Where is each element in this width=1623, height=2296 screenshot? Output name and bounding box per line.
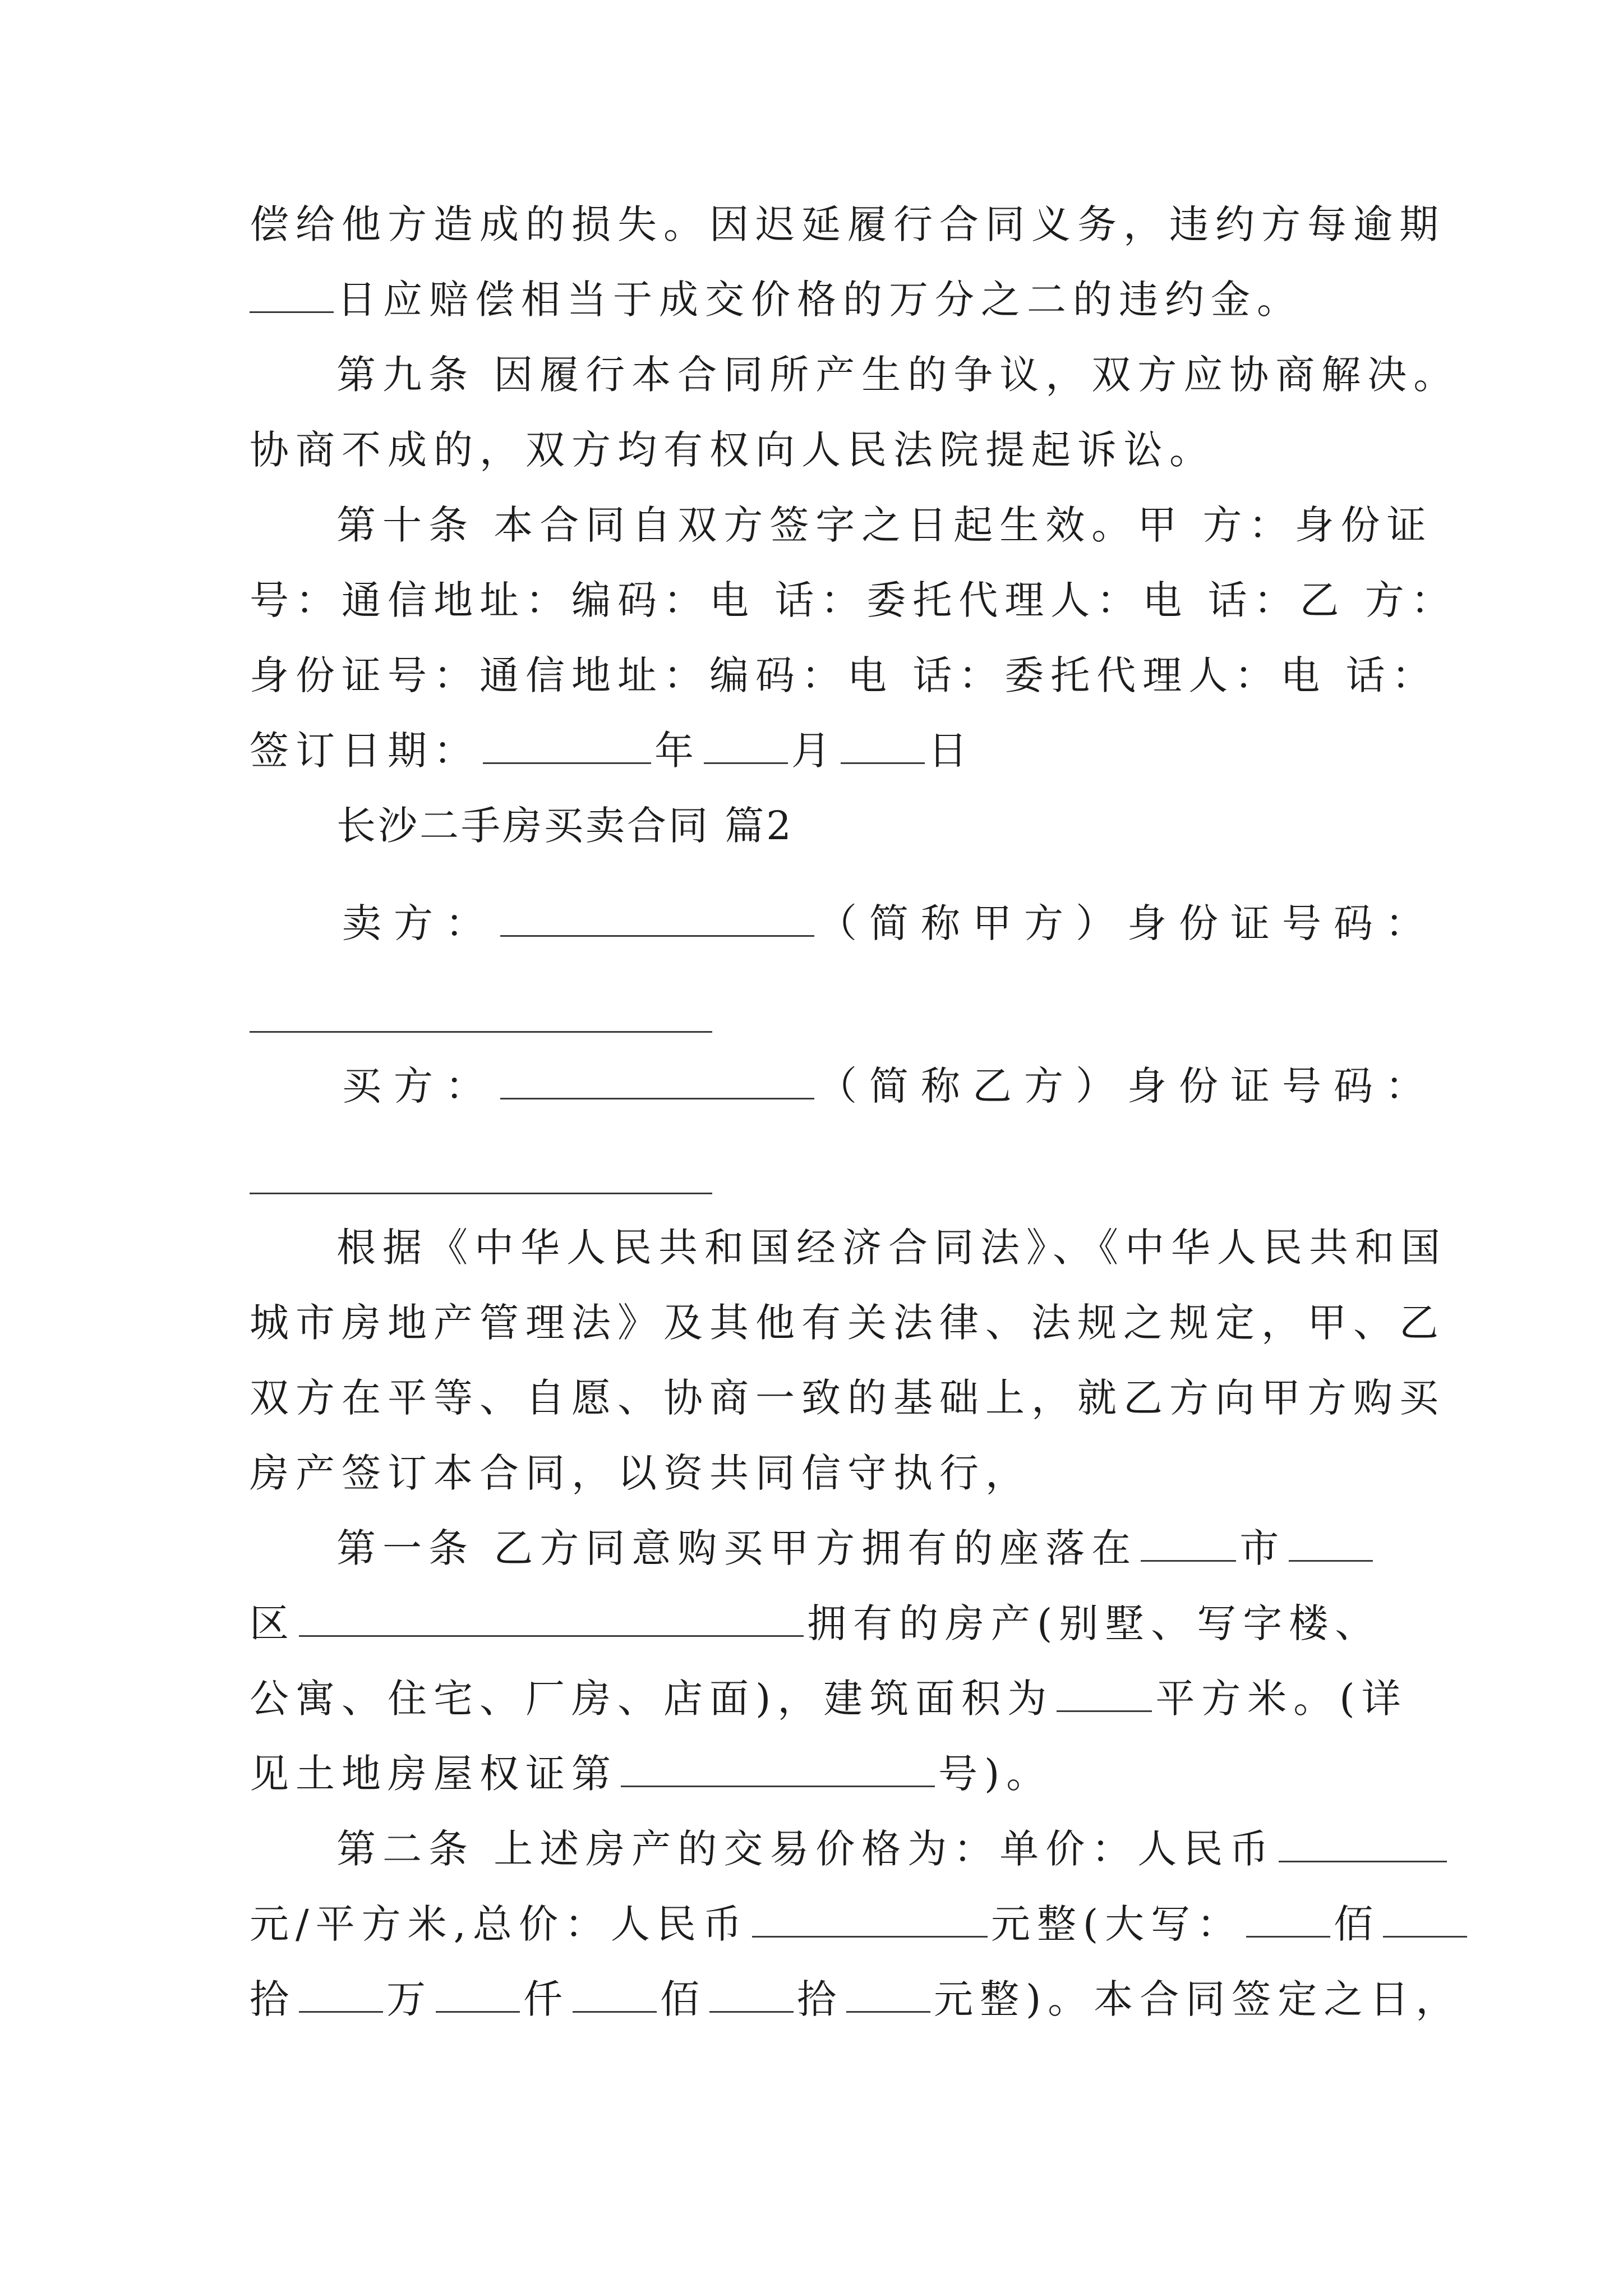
text: 日应赔偿相当于成交价格的万分之二的违约金。 bbox=[337, 277, 1303, 323]
blank-area bbox=[1057, 1678, 1152, 1712]
blank-days bbox=[250, 279, 334, 313]
text: 月 bbox=[791, 728, 837, 774]
text: （简称甲方）身份证号码： bbox=[818, 900, 1437, 946]
blank-shi-2 bbox=[709, 1978, 794, 2013]
paragraph-line bbox=[250, 1296, 1445, 1350]
blank-qian bbox=[436, 1978, 520, 2013]
blank-address bbox=[299, 1603, 804, 1637]
blank-shi-1 bbox=[1383, 1903, 1467, 1938]
seller-label: 卖方： bbox=[342, 900, 497, 946]
paragraph-line bbox=[250, 273, 1388, 326]
text: 号：通信地址：编码：电 话：委托代理人：电 话：乙 方： bbox=[250, 577, 1457, 623]
text: 第十条 本合同自双方签字之日起生效。甲 方：身份证 bbox=[336, 502, 1433, 548]
blank-bai bbox=[1246, 1903, 1330, 1938]
text: 万 bbox=[386, 1976, 432, 2022]
blank-day bbox=[841, 730, 925, 764]
buyer-label: 买方： bbox=[342, 1063, 497, 1109]
text: 城市房地产管理法》及其他有关法律、法规之规定，甲、乙 bbox=[250, 1300, 1445, 1346]
paragraph-line bbox=[250, 423, 1388, 477]
section-title bbox=[336, 799, 1388, 853]
text: 房产签订本合同，以资共同信守执行， bbox=[250, 1450, 1031, 1496]
paragraph-line bbox=[250, 1972, 1462, 2026]
text: 佰 bbox=[1334, 1901, 1380, 1947]
text: 元/平方米,总价：人民币 bbox=[250, 1901, 749, 1947]
paragraph-line bbox=[250, 197, 1445, 251]
text: 偿给他方造成的损失。因迟延履行合同义务，违约方每逾期 bbox=[250, 201, 1445, 247]
text: 元整(大写： bbox=[990, 1901, 1243, 1947]
text: 日 bbox=[928, 728, 974, 774]
text: 市 bbox=[1239, 1525, 1286, 1571]
sign-date-line bbox=[250, 724, 1388, 777]
basis-paragraph bbox=[336, 1221, 1447, 1274]
blank-certificate bbox=[621, 1753, 935, 1787]
blank-total-price bbox=[752, 1903, 988, 1938]
blank-bai-2 bbox=[573, 1978, 657, 2013]
text: 长沙二手房买卖合同 篇2 bbox=[336, 803, 794, 849]
text: 区 bbox=[250, 1600, 296, 1646]
blank-month bbox=[704, 730, 788, 764]
text: 第九条 因履行本合同所产生的争议，双方应协商解决。 bbox=[336, 352, 1460, 398]
blank-seller-name bbox=[500, 903, 814, 937]
text: （简称乙方）身份证号码： bbox=[818, 1063, 1437, 1109]
seller-line bbox=[342, 896, 1437, 950]
text: 年 bbox=[654, 728, 700, 774]
text: 号)。 bbox=[938, 1751, 1053, 1797]
text: 平方米。(详 bbox=[1155, 1676, 1408, 1722]
blank-unit-price bbox=[1279, 1828, 1447, 1862]
article-2 bbox=[336, 1822, 1388, 1876]
blank-city bbox=[1141, 1527, 1236, 1562]
text: 拾 bbox=[250, 1976, 296, 2022]
blank-yuan bbox=[846, 1978, 930, 2013]
paragraph-line bbox=[250, 1672, 1408, 1726]
paragraph-line bbox=[250, 1446, 1388, 1500]
text: 根据《中华人民共和国经济合同法》、《中华人民共和国 bbox=[336, 1225, 1447, 1271]
paragraph-line bbox=[250, 1596, 1388, 1650]
paragraph-line bbox=[250, 648, 1438, 702]
paragraph-line bbox=[250, 1747, 1388, 1801]
text: 身份证号：通信地址：编码：电 话：委托代理人：电 话： bbox=[250, 652, 1438, 698]
text: 仟 bbox=[523, 1976, 569, 2022]
text: 元整)。本合同签定之日， bbox=[934, 1976, 1462, 2022]
paragraph-line bbox=[250, 573, 1457, 627]
article-9 bbox=[336, 348, 1460, 402]
paragraph-line bbox=[250, 1897, 1388, 1951]
buyer-line bbox=[342, 1059, 1437, 1113]
blank-seller-id bbox=[250, 1031, 712, 1033]
text: 公寓、住宅、厂房、店面)，建筑面积为 bbox=[250, 1676, 1054, 1722]
text: 第一条 乙方同意购买甲方拥有的座落在 bbox=[336, 1525, 1138, 1571]
blank-buyer-id bbox=[250, 1193, 712, 1194]
blank-buyer-name bbox=[500, 1065, 814, 1099]
text: 双方在平等、自愿、协商一致的基础上，就乙方向甲方购买 bbox=[250, 1375, 1445, 1421]
paragraph-line bbox=[250, 1371, 1445, 1425]
text: 佰 bbox=[660, 1976, 706, 2022]
blank-year bbox=[483, 730, 651, 764]
text: 见土地房屋权证第 bbox=[250, 1751, 617, 1797]
sign-date-label: 签订日期： bbox=[250, 728, 479, 774]
text: 拥有的房产(别墅、写字楼、 bbox=[807, 1600, 1381, 1646]
text: 第二条 上述房产的交易价格为：单价：人民币 bbox=[336, 1826, 1276, 1872]
article-1 bbox=[336, 1521, 1388, 1575]
blank-city-2 bbox=[1289, 1527, 1373, 1562]
text: 协商不成的，双方均有权向人民法院提起诉讼。 bbox=[250, 427, 1215, 473]
article-10 bbox=[336, 498, 1433, 552]
text: 拾 bbox=[797, 1976, 843, 2022]
blank-wan bbox=[299, 1978, 383, 2013]
